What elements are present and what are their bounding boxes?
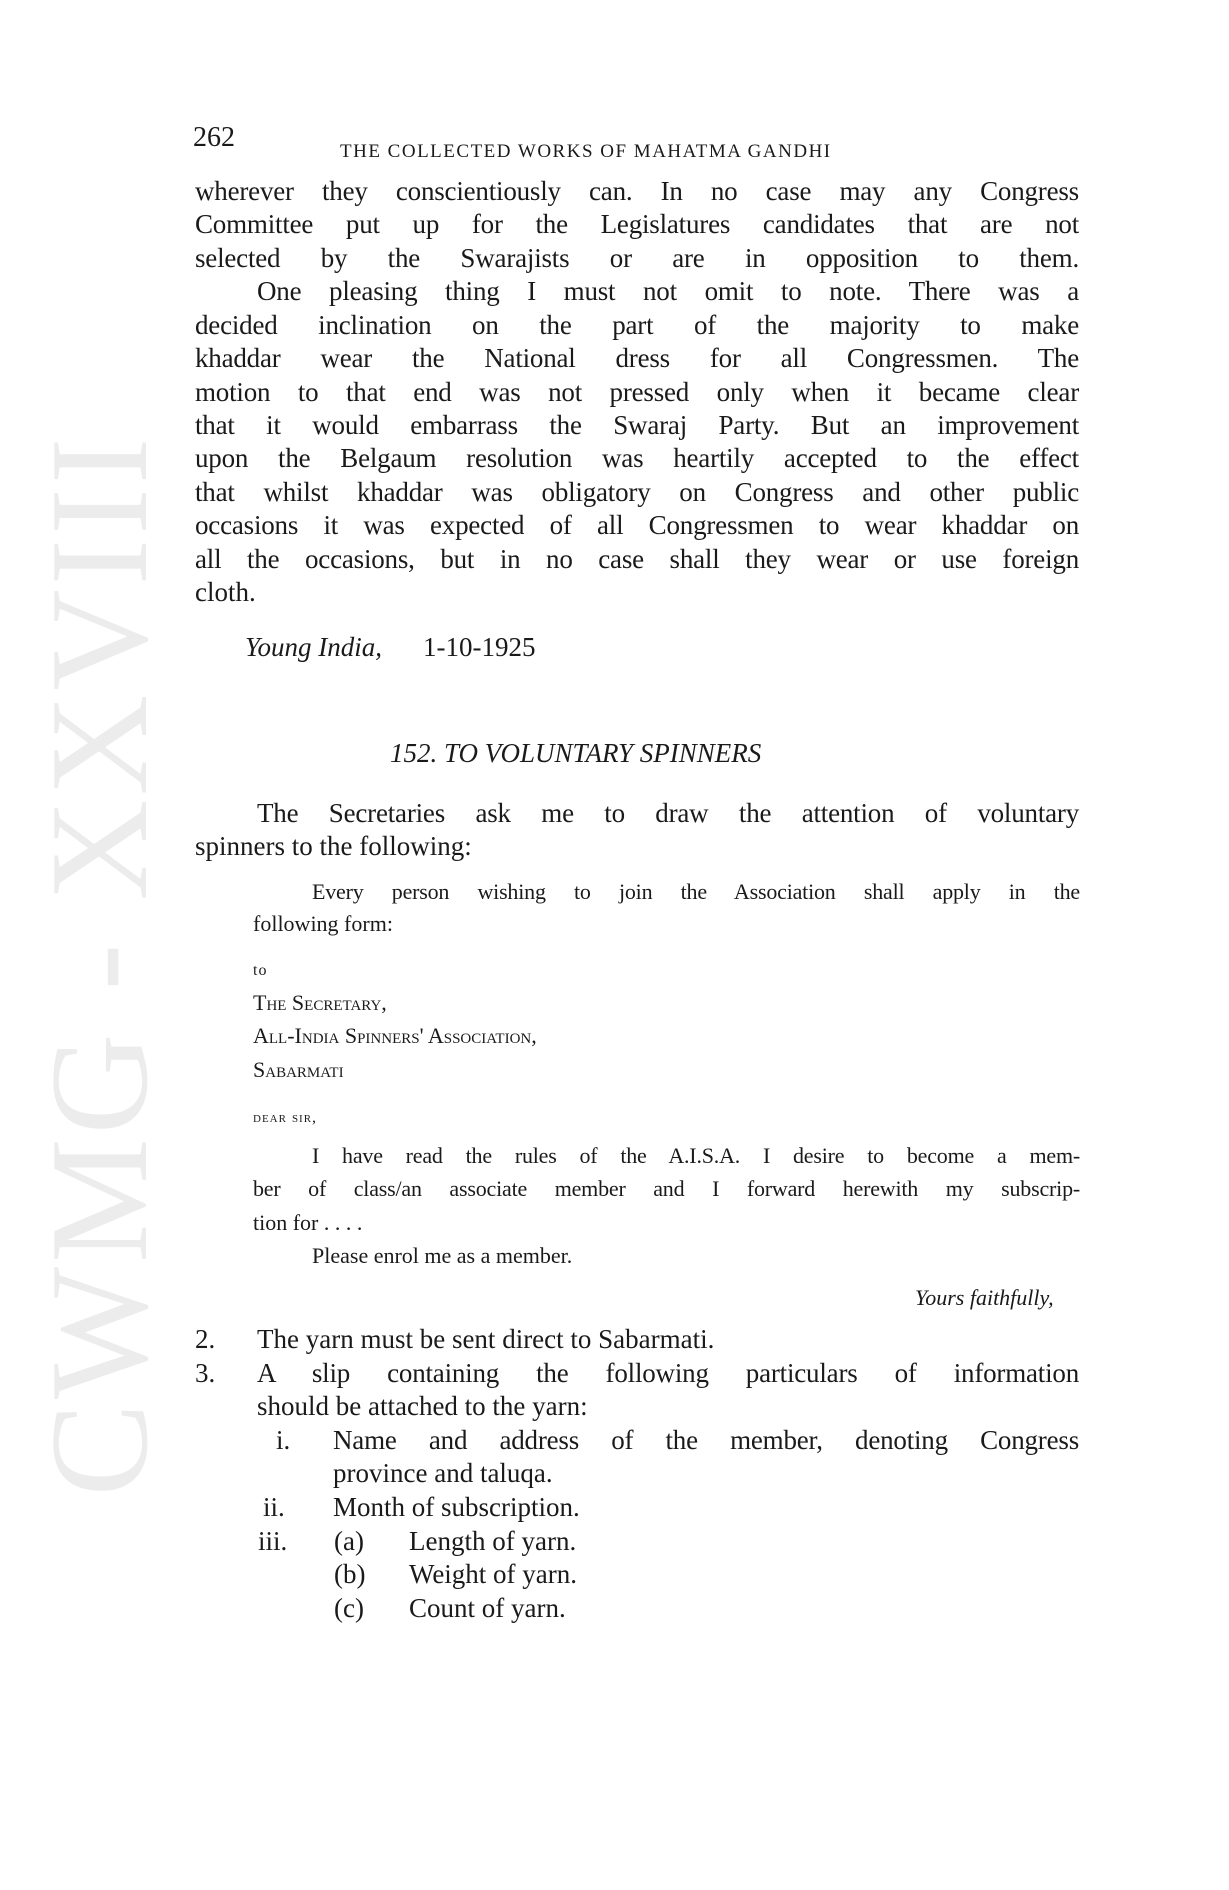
subsubitem-label: (a) bbox=[334, 1526, 364, 1557]
address-line: All-India Spinners' Association, bbox=[253, 1023, 537, 1049]
item-number: 3. bbox=[195, 1358, 216, 1389]
subitem-number: i. bbox=[276, 1425, 291, 1456]
paragraph-line: upon the Belgaum resolution was heartily accepted to the effect bbox=[195, 443, 1079, 474]
quote-line: Every person wishing to join the Association shall apply in the bbox=[312, 879, 1080, 905]
paragraph-line: that it would embarrass the Swaraj Party. But an improvement bbox=[195, 410, 1079, 440]
subitem-number: ii. bbox=[263, 1492, 285, 1523]
paragraph-line: selected by the Swarajists or are in opposition to them. bbox=[195, 243, 1079, 274]
paragraph-line: motion to that end was not pressed only when it became clear bbox=[195, 376, 1079, 407]
paragraph-line: decided inclination on the part of the majority to make bbox=[195, 309, 1079, 340]
page-number: 262 bbox=[193, 122, 235, 154]
address-to: to bbox=[253, 962, 268, 980]
paragraph-line: Committee put up for the Legislatures candidates that are not bbox=[195, 209, 1079, 240]
item-number: 2. bbox=[195, 1324, 216, 1355]
subsubitem-text: Count of yarn. bbox=[409, 1593, 566, 1624]
letter-line: tion for . . . . bbox=[253, 1210, 363, 1236]
subitem-number: iii. bbox=[258, 1526, 288, 1557]
subsubitem-text: Length of yarn. bbox=[409, 1526, 577, 1557]
subitem-text: Month of subscription. bbox=[333, 1492, 580, 1523]
subitem-text: Name and address of the member, denoting Congress bbox=[333, 1425, 1079, 1456]
article-intro-line: spinners to the following: bbox=[195, 831, 472, 862]
source-date: 1-10-1925 bbox=[423, 632, 536, 663]
subsubitem-text: Weight of yarn. bbox=[409, 1559, 578, 1590]
subitem-text: province and taluqa. bbox=[333, 1458, 553, 1489]
source-publication: Young India, bbox=[245, 632, 383, 663]
letter-line: I have read the rules of the A.I.S.A. I desire to become a mem- bbox=[312, 1143, 1080, 1169]
signoff: Yours faithfully, bbox=[915, 1285, 1054, 1311]
running-title: THE COLLECTED WORKS OF MAHATMA GANDHI bbox=[340, 140, 832, 162]
letter-close: Please enrol me as a member. bbox=[312, 1243, 573, 1269]
item-text: should be attached to the yarn: bbox=[257, 1391, 588, 1422]
paragraph-line: occasions it was expected of all Congressmen to wear khaddar on bbox=[195, 510, 1079, 541]
paragraph-line: wherever they conscientiously can. In no case may any Congress bbox=[195, 176, 1079, 207]
paragraph-line: cloth. bbox=[195, 577, 256, 607]
quote-line: following form: bbox=[253, 911, 393, 937]
item-text: The yarn must be sent direct to Sabarmati. bbox=[257, 1324, 715, 1355]
address-line: The Secretary, bbox=[253, 990, 387, 1016]
article-heading: 152. TO VOLUNTARY SPINNERS bbox=[390, 738, 762, 769]
paragraph-line: that whilst khaddar was obligatory on Congress and other public bbox=[195, 476, 1079, 507]
paragraph-line: all the occasions, but in no case shall they wear or use foreign bbox=[195, 543, 1079, 574]
salutation: dear sir, bbox=[253, 1109, 318, 1127]
item-text: A slip containing the following particulars of information bbox=[257, 1358, 1079, 1389]
paragraph-line: One pleasing thing I must not omit to note. There was a bbox=[257, 276, 1079, 307]
letter-line: ber of class/an associate member and I forward herewith my subscrip- bbox=[253, 1176, 1080, 1202]
address-line: Sabarmati bbox=[253, 1057, 344, 1083]
paragraph-line: khaddar wear the National dress for all Congressmen. The bbox=[195, 343, 1079, 374]
subsubitem-label: (c) bbox=[334, 1593, 364, 1624]
watermark: CWMG - XXVIII bbox=[22, 433, 177, 1497]
article-intro-line: The Secretaries ask me to draw the attention of voluntary bbox=[257, 798, 1079, 829]
subsubitem-label: (b) bbox=[334, 1559, 366, 1590]
